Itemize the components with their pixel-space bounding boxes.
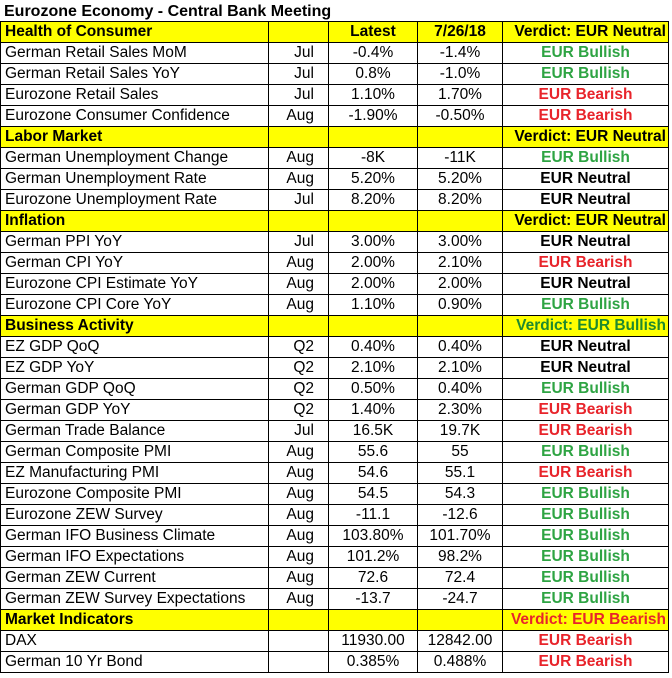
indicator-name: German PPI YoY <box>1 232 269 253</box>
table-row <box>1 400 669 421</box>
latest-value: 54.5 <box>329 484 418 505</box>
latest-value: 2.00% <box>329 274 418 295</box>
indicator-verdict: EUR Bearish <box>503 421 669 442</box>
indicator-verdict: EUR Bearish <box>503 631 669 652</box>
previous-value: 54.3 <box>418 484 503 505</box>
table-row <box>1 463 669 484</box>
latest-value: 54.6 <box>329 463 418 484</box>
previous-value: -1.4% <box>418 43 503 64</box>
previous-value: 0.90% <box>418 295 503 316</box>
table-row <box>1 631 669 652</box>
indicator-name: German IFO Expectations <box>1 547 269 568</box>
section-verdict: Verdict: EUR Bearish <box>503 610 669 631</box>
indicator-name: German GDP YoY <box>1 400 269 421</box>
indicator-name: Eurozone Unemployment Rate <box>1 190 269 211</box>
previous-value: 101.70% <box>418 526 503 547</box>
indicator-verdict: EUR Bullish <box>503 484 669 505</box>
indicator-verdict: EUR Bullish <box>503 526 669 547</box>
indicator-period: Aug <box>269 442 329 463</box>
indicator-verdict: EUR Bearish <box>503 85 669 106</box>
indicator-verdict: EUR Bearish <box>503 652 669 673</box>
latest-value: 3.00% <box>329 232 418 253</box>
indicator-period: Jul <box>269 43 329 64</box>
indicator-period: Q2 <box>269 400 329 421</box>
indicator-period: Aug <box>269 274 329 295</box>
previous-value: 3.00% <box>418 232 503 253</box>
previous-value: 2.10% <box>418 358 503 379</box>
indicator-period: Aug <box>269 169 329 190</box>
previous-value: 8.20% <box>418 190 503 211</box>
table-row <box>1 547 669 568</box>
section-verdict: Verdict: EUR Neutral <box>503 22 669 43</box>
table-row <box>1 43 669 64</box>
latest-value: 103.80% <box>329 526 418 547</box>
indicator-verdict: EUR Neutral <box>503 358 669 379</box>
indicator-period: Jul <box>269 64 329 85</box>
table-row <box>1 295 669 316</box>
table-row <box>1 64 669 85</box>
latest-value: 5.20% <box>329 169 418 190</box>
indicator-name: German ZEW Survey Expectations <box>1 589 269 610</box>
column-header-latest <box>329 211 418 232</box>
table-row <box>1 148 669 169</box>
indicator-period <box>269 652 329 673</box>
indicator-name: Eurozone ZEW Survey <box>1 505 269 526</box>
section-header-row <box>1 211 669 232</box>
table-row <box>1 505 669 526</box>
indicator-verdict: EUR Bullish <box>503 442 669 463</box>
indicator-verdict: EUR Bearish <box>503 106 669 127</box>
indicator-name: German GDP QoQ <box>1 379 269 400</box>
section-period <box>269 316 329 337</box>
latest-value: 0.40% <box>329 337 418 358</box>
column-header-latest <box>329 610 418 631</box>
indicator-period: Aug <box>269 463 329 484</box>
indicator-period: Aug <box>269 484 329 505</box>
indicator-name: Eurozone Retail Sales <box>1 85 269 106</box>
previous-value: 55.1 <box>418 463 503 484</box>
indicator-verdict: EUR Bullish <box>503 43 669 64</box>
table-row <box>1 169 669 190</box>
indicator-name: EZ GDP YoY <box>1 358 269 379</box>
table-row <box>1 379 669 400</box>
latest-value: 0.8% <box>329 64 418 85</box>
section-header-row <box>1 610 669 631</box>
column-header-previous: 7/26/18 <box>418 22 503 43</box>
table-row <box>1 421 669 442</box>
column-header-previous <box>418 127 503 148</box>
previous-value: 98.2% <box>418 547 503 568</box>
table-row <box>1 652 669 673</box>
section-period <box>269 22 329 43</box>
latest-value: 55.6 <box>329 442 418 463</box>
previous-value: 72.4 <box>418 568 503 589</box>
previous-value: 0.40% <box>418 337 503 358</box>
latest-value: 0.385% <box>329 652 418 673</box>
latest-value: 1.40% <box>329 400 418 421</box>
indicator-period: Q2 <box>269 358 329 379</box>
indicator-name: Eurozone CPI Core YoY <box>1 295 269 316</box>
indicator-name: German 10 Yr Bond <box>1 652 269 673</box>
indicator-name: Eurozone CPI Estimate YoY <box>1 274 269 295</box>
previous-value: -24.7 <box>418 589 503 610</box>
latest-value: -8K <box>329 148 418 169</box>
table-row <box>1 526 669 547</box>
previous-value: -12.6 <box>418 505 503 526</box>
previous-value: 2.10% <box>418 253 503 274</box>
section-period <box>269 610 329 631</box>
section-verdict: Verdict: EUR Neutral <box>503 127 669 148</box>
indicator-period: Jul <box>269 190 329 211</box>
previous-value: -1.0% <box>418 64 503 85</box>
previous-value: 55 <box>418 442 503 463</box>
indicator-period: Aug <box>269 106 329 127</box>
column-header-latest: Latest <box>329 22 418 43</box>
indicator-name: German IFO Business Climate <box>1 526 269 547</box>
section-title: Inflation <box>1 211 269 232</box>
indicator-period: Jul <box>269 232 329 253</box>
indicator-period: Aug <box>269 589 329 610</box>
indicator-period: Aug <box>269 505 329 526</box>
indicator-verdict: EUR Bullish <box>503 568 669 589</box>
indicator-name: German Unemployment Change <box>1 148 269 169</box>
indicator-name: German CPI YoY <box>1 253 269 274</box>
indicator-period: Aug <box>269 295 329 316</box>
latest-value: 101.2% <box>329 547 418 568</box>
indicator-verdict: EUR Neutral <box>503 274 669 295</box>
column-header-latest <box>329 316 418 337</box>
section-title: Health of Consumer <box>1 22 269 43</box>
indicator-name: EZ Manufacturing PMI <box>1 463 269 484</box>
column-header-previous <box>418 211 503 232</box>
indicator-period: Aug <box>269 148 329 169</box>
section-header-row <box>1 22 669 43</box>
column-header-previous <box>418 610 503 631</box>
table-row <box>1 232 669 253</box>
latest-value: 1.10% <box>329 295 418 316</box>
economic-indicator-table <box>0 21 669 673</box>
latest-value: -1.90% <box>329 106 418 127</box>
latest-value: 2.00% <box>329 253 418 274</box>
latest-value: -13.7 <box>329 589 418 610</box>
indicator-name: German Composite PMI <box>1 442 269 463</box>
previous-value: 12842.00 <box>418 631 503 652</box>
section-verdict: Verdict: EUR Bullish <box>503 316 669 337</box>
indicator-name: DAX <box>1 631 269 652</box>
column-header-latest <box>329 127 418 148</box>
table-row <box>1 190 669 211</box>
indicator-verdict: EUR Bullish <box>503 589 669 610</box>
section-period <box>269 211 329 232</box>
previous-value: 5.20% <box>418 169 503 190</box>
section-title: Market Indicators <box>1 610 269 631</box>
indicator-verdict: EUR Neutral <box>503 337 669 358</box>
indicator-verdict: EUR Bullish <box>503 148 669 169</box>
indicator-name: EZ GDP QoQ <box>1 337 269 358</box>
indicator-name: German Unemployment Rate <box>1 169 269 190</box>
table-row <box>1 442 669 463</box>
indicator-verdict: EUR Bearish <box>503 253 669 274</box>
indicator-verdict: EUR Bullish <box>503 505 669 526</box>
latest-value: 2.10% <box>329 358 418 379</box>
indicator-period: Jul <box>269 421 329 442</box>
indicator-period: Aug <box>269 253 329 274</box>
indicator-verdict: EUR Neutral <box>503 190 669 211</box>
section-title: Business Activity <box>1 316 269 337</box>
previous-value: -11K <box>418 148 503 169</box>
table-row <box>1 337 669 358</box>
table-row <box>1 106 669 127</box>
latest-value: -11.1 <box>329 505 418 526</box>
indicator-name: Eurozone Composite PMI <box>1 484 269 505</box>
indicator-period: Aug <box>269 547 329 568</box>
previous-value: 19.7K <box>418 421 503 442</box>
latest-value: 16.5K <box>329 421 418 442</box>
column-header-previous <box>418 316 503 337</box>
previous-value: 2.00% <box>418 274 503 295</box>
indicator-period: Jul <box>269 85 329 106</box>
previous-value: 0.40% <box>418 379 503 400</box>
table-row <box>1 358 669 379</box>
previous-value: -0.50% <box>418 106 503 127</box>
indicator-name: Eurozone Consumer Confidence <box>1 106 269 127</box>
indicator-verdict: EUR Bullish <box>503 379 669 400</box>
indicator-verdict: EUR Bearish <box>503 463 669 484</box>
indicator-verdict: EUR Neutral <box>503 232 669 253</box>
indicator-verdict: EUR Bullish <box>503 547 669 568</box>
latest-value: 8.20% <box>329 190 418 211</box>
previous-value: 1.70% <box>418 85 503 106</box>
table-row <box>1 568 669 589</box>
previous-value: 2.30% <box>418 400 503 421</box>
indicator-verdict: EUR Bullish <box>503 295 669 316</box>
latest-value: -0.4% <box>329 43 418 64</box>
indicator-verdict: EUR Neutral <box>503 169 669 190</box>
latest-value: 11930.00 <box>329 631 418 652</box>
section-header-row <box>1 316 669 337</box>
table-row <box>1 589 669 610</box>
indicator-verdict: EUR Bearish <box>503 400 669 421</box>
section-period <box>269 127 329 148</box>
indicator-period: Q2 <box>269 379 329 400</box>
section-header-row <box>1 127 669 148</box>
latest-value: 1.10% <box>329 85 418 106</box>
table-row <box>1 274 669 295</box>
indicator-period: Aug <box>269 526 329 547</box>
table-row <box>1 253 669 274</box>
indicator-name: German Retail Sales YoY <box>1 64 269 85</box>
table-row <box>1 85 669 106</box>
indicator-name: German ZEW Current <box>1 568 269 589</box>
indicator-period: Q2 <box>269 337 329 358</box>
previous-value: 0.488% <box>418 652 503 673</box>
report-title: Eurozone Economy - Central Bank Meeting <box>4 3 332 20</box>
section-verdict: Verdict: EUR Neutral <box>503 211 669 232</box>
latest-value: 72.6 <box>329 568 418 589</box>
indicator-name: German Trade Balance <box>1 421 269 442</box>
section-title: Labor Market <box>1 127 269 148</box>
indicator-name: German Retail Sales MoM <box>1 43 269 64</box>
table-row <box>1 484 669 505</box>
indicator-period <box>269 631 329 652</box>
latest-value: 0.50% <box>329 379 418 400</box>
indicator-verdict: EUR Bullish <box>503 64 669 85</box>
indicator-period: Aug <box>269 568 329 589</box>
